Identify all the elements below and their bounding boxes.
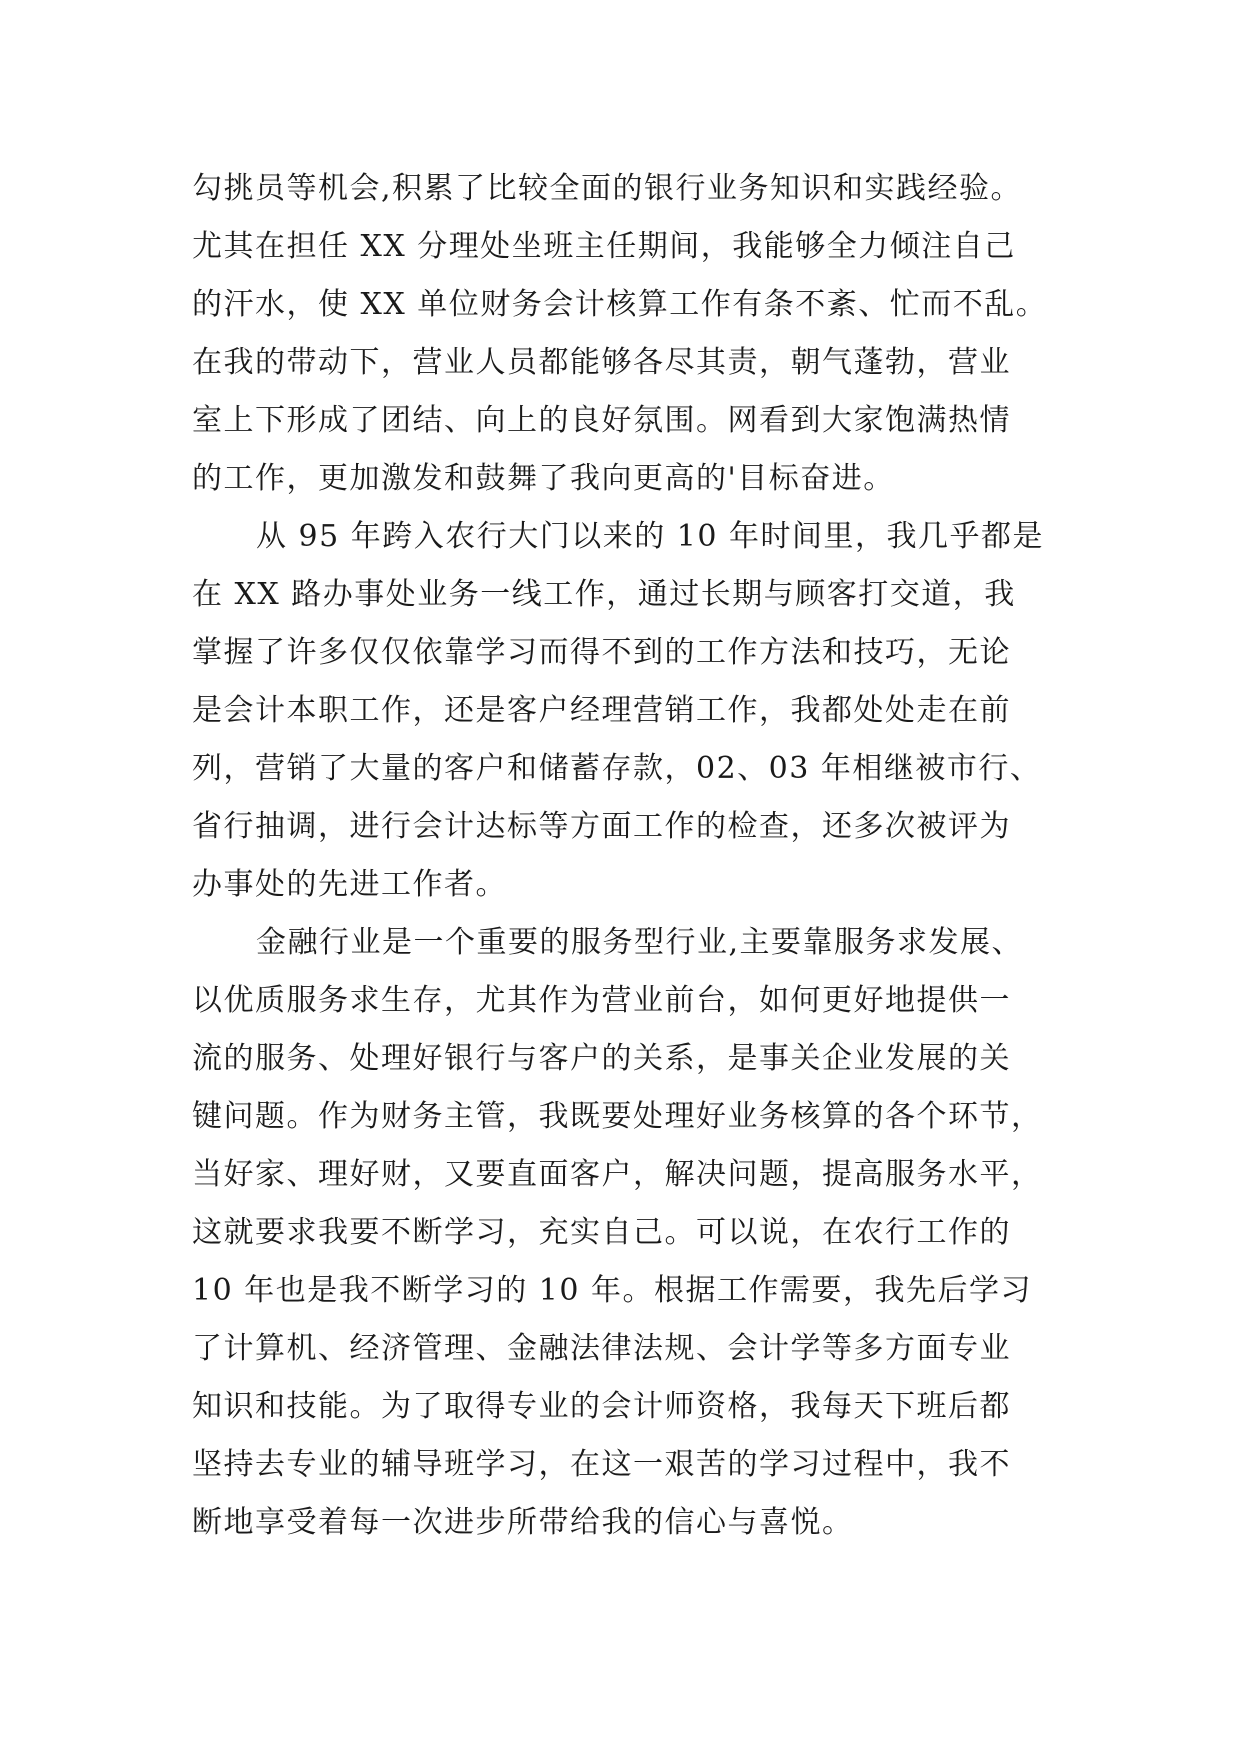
text-line: 知识和技能。为了取得专业的会计师资格，我每天下班后都 xyxy=(192,1389,1011,1424)
text-line: 坚持去专业的辅导班学习，在这一艰苦的学习过程中，我不 xyxy=(192,1447,1011,1482)
text-line: 断地享受着每一次进步所带给我的信心与喜悦。 xyxy=(192,1505,854,1540)
text-line: 在 XX 路办事处业务一线工作，通过长期与顾客打交道，我 xyxy=(192,577,1016,612)
text-line: 掌握了许多仅仅依靠学习而得不到的工作方法和技巧，无论 xyxy=(192,635,1011,670)
text-line: 勾挑员等机会,积累了比较全面的银行业务知识和实践经验。 xyxy=(192,171,1023,206)
text-line: 的汗水，使 XX 单位财务会计核算工作有条不紊、忙而不乱。 xyxy=(192,287,1048,322)
text-line: 室上下形成了团结、向上的良好氛围。网看到大家饱满热情 xyxy=(192,403,1011,438)
body-text xyxy=(192,160,1092,1552)
text-line: 尤其在担任 XX 分理处坐班主任期间，我能够全力倾注自己 xyxy=(192,229,1016,264)
text-line: 这就要求我要不断学习，充实自己。可以说，在农行工作的 xyxy=(192,1215,1011,1250)
text-line: 当好家、理好财，又要直面客户，解决问题，提高服务水平， xyxy=(192,1157,1043,1192)
paragraph-first-line: 从 95 年跨入农行大门以来的 10 年时间里，我几乎都是 xyxy=(256,519,1044,554)
paragraph-first-line: 金融行业是一个重要的服务型行业,主要靠服务求发展、 xyxy=(256,925,1024,960)
text-line: 办事处的先进工作者。 xyxy=(192,867,507,902)
text-line: 是会计本职工作，还是客户经理营销工作，我都处处走在前 xyxy=(192,693,1011,728)
text-line: 了计算机、经济管理、金融法律法规、会计学等多方面专业 xyxy=(192,1331,1011,1366)
text-line: 省行抽调，进行会计达标等方面工作的检查，还多次被评为 xyxy=(192,809,1011,844)
text-line: 在我的带动下，营业人员都能够各尽其责，朝气蓬勃，营业 xyxy=(192,345,1011,380)
text-line: 的工作，更加激发和鼓舞了我向更高的'目标奋进。 xyxy=(192,461,895,496)
text-line: 流的服务、处理好银行与客户的关系，是事关企业发展的关 xyxy=(192,1041,1011,1076)
text-line: 键问题。作为财务主管，我既要处理好业务核算的各个环节， xyxy=(192,1099,1043,1134)
text-line: 列，营销了大量的客户和储蓄存款，02、03 年相继被市行、 xyxy=(192,751,1042,786)
text-line: 10 年也是我不断学习的 10 年。根据工作需要，我先后学习 xyxy=(192,1273,1032,1308)
text-line: 以优质服务求生存，尤其作为营业前台，如何更好地提供一 xyxy=(192,983,1011,1018)
